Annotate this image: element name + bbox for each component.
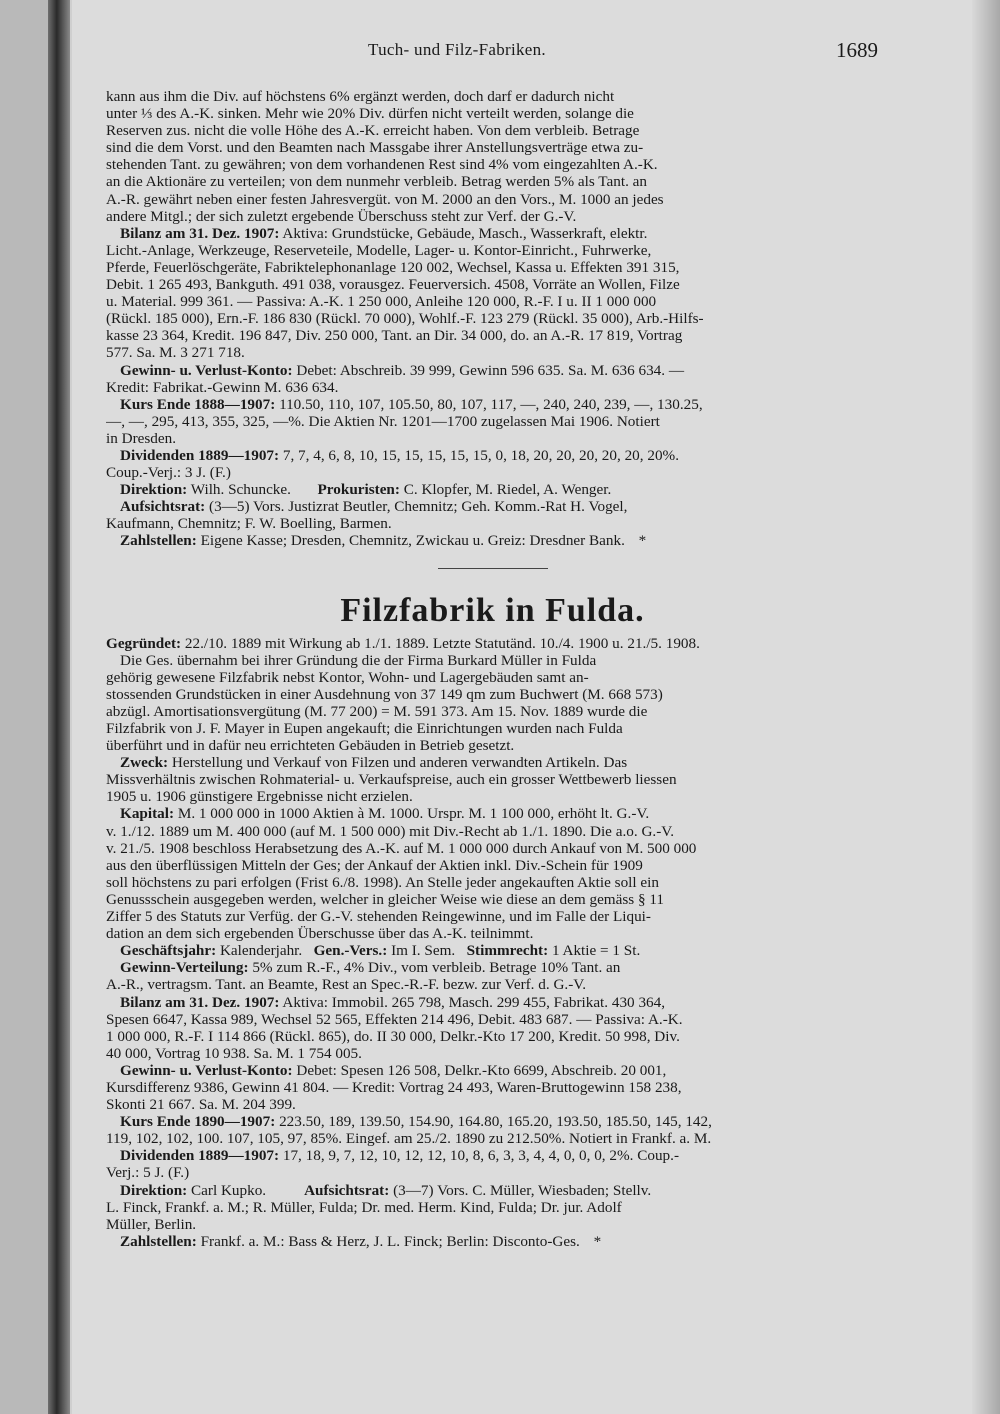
text-line: Kredit: Fabrikat.-Gewinn M. 636 634. bbox=[106, 378, 339, 396]
text-line: Herstellung und Verkauf von Filzen und anderen verwandten Artikeln. Das bbox=[171, 754, 628, 772]
zahlstellen-label: Zahlstellen: bbox=[120, 532, 197, 550]
text-line: 1 000 000, R.-F. I 114 866 (Rückl. 865), do. II 30 000, Delkr.-Kto 17 200, Kredit. 50 998, Div. bbox=[106, 1027, 680, 1045]
geschaeftsjahr-label: Geschäftsjahr: bbox=[120, 942, 217, 960]
text-line: gehörig gewesene Filzfabrik nebst Kontor, Wohn- und Lagergebäuden samt an- bbox=[106, 668, 589, 686]
prokuristen-label: Prokuristen: bbox=[317, 481, 400, 499]
company-title: Filzfabrik in Fulda. bbox=[340, 591, 645, 629]
text-line: v. 21./5. 1908 beschloss Herabsetzung des A.-K. auf M. 1 000 000 durch Ankauf von M. 500 000 bbox=[106, 839, 697, 857]
text-line: soll höchstens zu pari erfolgen (Frist 6./8. 1998). An Stelle jeder angekauften Aktie soll ein bbox=[106, 873, 659, 891]
bilanz-entry-2 bbox=[106, 994, 879, 1062]
gv-konto-label: Gewinn- u. Verlust-Konto: bbox=[120, 361, 293, 379]
text-line: 119, 102, 102, 100. 107, 105, 97, 85%. Eingef. am 25./2. 1890 zu 212.50%. Notiert in Frankf. a. M. bbox=[106, 1130, 712, 1148]
text-line: Müller, Berlin. bbox=[106, 1215, 197, 1233]
text-line: andere Mitgl.; der sich zuletzt ergebende Überschuss steht zur Verf. der G.-V. bbox=[106, 207, 577, 225]
gv-konto-label: Gewinn- u. Verlust-Konto: bbox=[120, 1061, 293, 1079]
text-line: u. Material. 999 361. — Passiva: A.-K. 1 250 000, Anleihe 120 000, R.-F. I u. II 1 000 000 bbox=[106, 293, 657, 311]
text-line: v. 1./12. 1889 um M. 400 000 (auf M. 1 500 000) mit Div.-Recht ab 1./1. 1890. Die a.o. G.-V. bbox=[106, 822, 675, 840]
text-line: Debet: Abschreib. 39 999, Gewinn 596 635. Sa. M. 636 634. — bbox=[296, 361, 685, 379]
text-line: (3—7) Vors. C. Müller, Wiesbaden; Stellv. bbox=[393, 1181, 652, 1199]
text-line: sind die dem Vorst. und den Beamten nach Massgabe ihrer Anstellungsverträge etwa zu- bbox=[106, 139, 644, 157]
text-line: A.-R., vertragsm. Tant. an Beamte, Rest an Spec.-R.-F. bezw. zur Verf. d. G.-V. bbox=[106, 976, 587, 994]
book-binding-shadow bbox=[48, 0, 70, 1414]
text-line: unter ⅓ des A.-K. sinken. Mehr wie 20% Div. dürfen nicht verteilt werden, solange die bbox=[106, 105, 634, 123]
gv-konto-entry-2 bbox=[106, 1062, 879, 1113]
zahlstellen-label: Zahlstellen: bbox=[120, 1232, 197, 1250]
text-line: Skonti 21 667. Sa. M. 204 399. bbox=[106, 1096, 296, 1114]
zahlstellen-entry-2 bbox=[106, 1233, 879, 1250]
text-line: 5% zum R.-F., 4% Div., vom verbleib. Betrage 10% Tant. an bbox=[252, 959, 621, 977]
kapital-entry bbox=[106, 805, 879, 942]
direktion-entry-1 bbox=[106, 481, 879, 498]
text-line: Licht.-Anlage, Werkzeuge, Reserveteile, Modelle, Lager- u. Kontor-Einricht., Fuhrwerke, bbox=[106, 241, 652, 259]
text-line: Kaufmann, Chemnitz; F. W. Boelling, Barmen. bbox=[106, 515, 392, 533]
text-line: 17, 18, 9, 7, 12, 10, 12, 12, 10, 8, 6, 3, 3, 4, 4, 0, 0, 0, 2%. Coup.- bbox=[282, 1147, 679, 1165]
gewinn-verteilung-entry bbox=[106, 959, 879, 993]
aufsichtsrat-entry-1 bbox=[106, 498, 879, 532]
text-line: überführt und in dafür neu errichteten Gebäuden in Betrieb gesetzt. bbox=[106, 737, 515, 755]
text-line: 223.50, 189, 139.50, 154.90, 164.80, 165.20, 193.50, 185.50, 145, 142, bbox=[279, 1113, 712, 1131]
text-line: stossenden Grundstücken in einer Ausdehnung von 37 149 qm zum Buchwert (M. 668 573) bbox=[106, 685, 663, 703]
text-line: (Rückl. 185 000), Ern.-F. 186 830 (Rückl. 70 000), Wohlf.-F. 123 279 (Rückl. 35 000), Arb.-Hilfs- bbox=[106, 310, 704, 328]
text-line: in Dresden. bbox=[106, 429, 177, 447]
text-line: 40 000, Vortrag 10 938. Sa. M. 1 754 005. bbox=[106, 1044, 362, 1062]
direktion-label: Direktion: bbox=[120, 481, 188, 499]
dividenden-entry-1 bbox=[106, 447, 879, 481]
text-line: Ziffer 5 des Statuts zur Verfüg. der G.-V. stehenden Reingewinne, und im Falle der Liqui- bbox=[106, 908, 651, 926]
geschaeftsjahr-entry bbox=[106, 942, 879, 959]
zweck-label: Zweck: bbox=[120, 754, 169, 772]
direktion-entry-2 bbox=[106, 1182, 879, 1233]
text-line: L. Finck, Frankf. a. M.; R. Müller, Fulda; Dr. med. Herm. Kind, Fulda; Dr. jur. Adolf bbox=[106, 1198, 622, 1216]
page-number: 1689 bbox=[836, 38, 878, 62]
text-line: Die Ges. übernahm bei ihrer Gründung die der Firma Burkard Müller in Fulda bbox=[120, 651, 597, 669]
section-separator bbox=[438, 568, 548, 569]
gewinn-verteilung-label: Gewinn-Verteilung: bbox=[120, 959, 249, 977]
text-line: Kursdifferenz 9386, Gewinn 41 804. — Kredit: Vortrag 24 493, Waren-Bruttogewinn 158 238, bbox=[106, 1078, 682, 1096]
gegruendet-entry bbox=[106, 635, 879, 652]
text-line: Verj.: 5 J. (F.) bbox=[106, 1164, 190, 1182]
text-line: stehenden Tant. zu gewähren; von dem vorhandenen Rest sind 4% vom eingezahlten A.-K. bbox=[106, 156, 658, 174]
text-line: 1905 u. 1906 günstigere Ergebnisse nicht erzielen. bbox=[106, 788, 413, 806]
text-line: Aktiva: Immobil. 265 798, Masch. 299 455, Fabrikat. 430 364, bbox=[282, 993, 666, 1011]
left-page-margin bbox=[0, 0, 48, 1414]
text-line: kasse 23 364, Kredit. 196 847, Div. 250 000, Tant. an Dir. 34 000, do. an A.-R. 17 819, Vortrag bbox=[106, 327, 683, 345]
text-line: 577. Sa. M. 3 271 718. bbox=[106, 344, 245, 362]
zahlstellen-entry-1 bbox=[106, 532, 879, 549]
direktion-value: Carl Kupko. bbox=[191, 1181, 267, 1199]
zahlstellen-value: Eigene Kasse; Dresden, Chemnitz, Zwickau u. Greiz: Dresdner Bank. bbox=[200, 532, 625, 550]
statute-continuation bbox=[106, 88, 879, 225]
star-mark: * bbox=[638, 532, 647, 550]
prokuristen-value: C. Klopfer, M. Riedel, A. Wenger. bbox=[403, 481, 612, 499]
gen-vers-label: Gen.-Vers.: bbox=[313, 942, 388, 960]
text-line: M. 1 000 000 in 1000 Aktien à M. 1000. Urspr. M. 1 100 000, erhöht lt. G.-V. bbox=[177, 805, 650, 823]
stimmrecht-value: 1 Aktie = 1 St. bbox=[551, 942, 641, 960]
bilanz-label: Bilanz am 31. Dez. 1907: bbox=[120, 993, 280, 1011]
text-line: dation an dem sich ergebenden Überschusse über das A.-K. teilnimmt. bbox=[106, 925, 534, 943]
gen-vers-value: Im I. Sem. bbox=[391, 942, 456, 960]
gegruendet-value: 22./10. 1889 mit Wirkung ab 1./1. 1889. Letzte Statutänd. 10./4. 1900 u. 21./5. 1908. bbox=[184, 634, 700, 652]
text-line: Pferde, Feuerlöschgeräte, Fabriktelephonanlage 120 002, Wechsel, Kassa u. Effekten 391 315, bbox=[106, 258, 680, 276]
gegruendet-label: Gegründet: bbox=[106, 634, 182, 652]
right-page-edge bbox=[972, 0, 1000, 1414]
text-line: Spesen 6647, Kassa 989, Wechsel 52 565, Effekten 214 496, Debit. 483 687. — Passiva: A.-K. bbox=[106, 1010, 683, 1028]
kapital-label: Kapital: bbox=[120, 805, 175, 823]
kurs-label: Kurs Ende 1890—1907: bbox=[120, 1113, 276, 1131]
text-line: Debit. 1 265 493, Bankguth. 491 038, vorausgez. Feuerversich. 4508, Vorräte an Wollen, Filze bbox=[106, 276, 680, 294]
text-line: 110.50, 110, 107, 105.50, 80, 107, 117, —, 240, 240, 239, —, 130.25, bbox=[279, 395, 703, 413]
aufsichtsrat-label: Aufsichtsrat: bbox=[304, 1181, 390, 1199]
text-line: Reserven zus. nicht die volle Höhe des A.-K. erreicht haben. Von dem verbleib. Betrage bbox=[106, 122, 640, 140]
text-line: abzügl. Amortisationsvergütung (M. 77 200) = M. 591 373. Am 15. Nov. 1889 wurde die bbox=[106, 702, 648, 720]
text-line: 7, 7, 4, 6, 8, 10, 15, 15, 15, 15, 15, 0, 18, 20, 20, 20, 20, 20, 20%. bbox=[282, 446, 679, 464]
text-line: Debet: Spesen 126 508, Delkr.-Kto 6699, Abschreib. 20 001, bbox=[296, 1061, 667, 1079]
geschaeftsjahr-value: Kalenderjahr. bbox=[219, 942, 303, 960]
dividenden-label: Dividenden 1889—1907: bbox=[120, 446, 280, 464]
text-line: (3—5) Vors. Justizrat Beutler, Chemnitz; Geh. Komm.-Rat H. Vogel, bbox=[209, 498, 628, 516]
bilanz-label: Bilanz am 31. Dez. 1907: bbox=[120, 224, 280, 242]
text-line: Coup.-Verj.: 3 J. (F.) bbox=[106, 464, 231, 482]
text-line: A.-R. gewährt neben einer festen Jahresvergüt. von M. 2000 an den Vors., M. 1000 an jedes bbox=[106, 190, 664, 208]
text-block bbox=[106, 88, 879, 1250]
text-line: kann aus ihm die Div. auf höchstens 6% ergänzt werden, doch darf er dadurch nicht bbox=[106, 88, 615, 105]
gv-konto-entry-1 bbox=[106, 362, 879, 396]
kurs-entry-2 bbox=[106, 1113, 879, 1147]
text-line: —, —, 295, 413, 355, 325, —%. Die Aktien Nr. 1201—1700 zugelassen Mai 1906. Notiert bbox=[106, 412, 660, 430]
text-line: Aktiva: Grundstücke, Gebäude, Masch., Wasserkraft, elektr. bbox=[282, 224, 648, 242]
zahlstellen-value: Frankf. a. M.: Bass & Herz, J. L. Finck; Berlin: Disconto-Ges. bbox=[200, 1232, 580, 1250]
kurs-entry-1 bbox=[106, 396, 879, 447]
page-header bbox=[72, 38, 972, 68]
dividenden-entry-2 bbox=[106, 1147, 879, 1181]
bilanz-entry-1 bbox=[106, 225, 879, 362]
direktion-label: Direktion: bbox=[120, 1181, 188, 1199]
text-line: an die Aktionäre zu verteilen; von dem nunmehr verbleib. Betrag werden 5% als Tant. an bbox=[106, 173, 648, 191]
text-line: aus den überflüssigen Mitteln der Ges; der Ankauf der Aktien inkl. Div.-Schein für 1909 bbox=[106, 856, 643, 874]
direktion-value: Wilh. Schuncke. bbox=[190, 481, 291, 499]
intro-paragraph bbox=[106, 652, 879, 755]
kurs-label: Kurs Ende 1888—1907: bbox=[120, 395, 276, 413]
dividenden-label: Dividenden 1889—1907: bbox=[120, 1147, 280, 1165]
star-mark: * bbox=[593, 1232, 602, 1250]
stimmrecht-label: Stimmrecht: bbox=[466, 942, 549, 960]
document-page bbox=[72, 0, 972, 1414]
text-line: Filzfabrik von J. F. Mayer in Eupen angekauft; die Einrichtungen wurden nach Fulda bbox=[106, 720, 623, 737]
text-line: Genussschein ausgegeben werden, welcher in gleicher Weise wie diese an dem gemäss § 11 bbox=[106, 890, 664, 908]
aufsichtsrat-label: Aufsichtsrat: bbox=[120, 498, 206, 516]
text-line: Missverhältnis zwischen Rohmaterial- u. Verkaufspreise, auch ein grosser Wettbewerb liessen bbox=[106, 771, 677, 789]
zweck-entry bbox=[106, 754, 879, 805]
running-head: Tuch- und Filz-Fabriken. bbox=[368, 40, 546, 59]
